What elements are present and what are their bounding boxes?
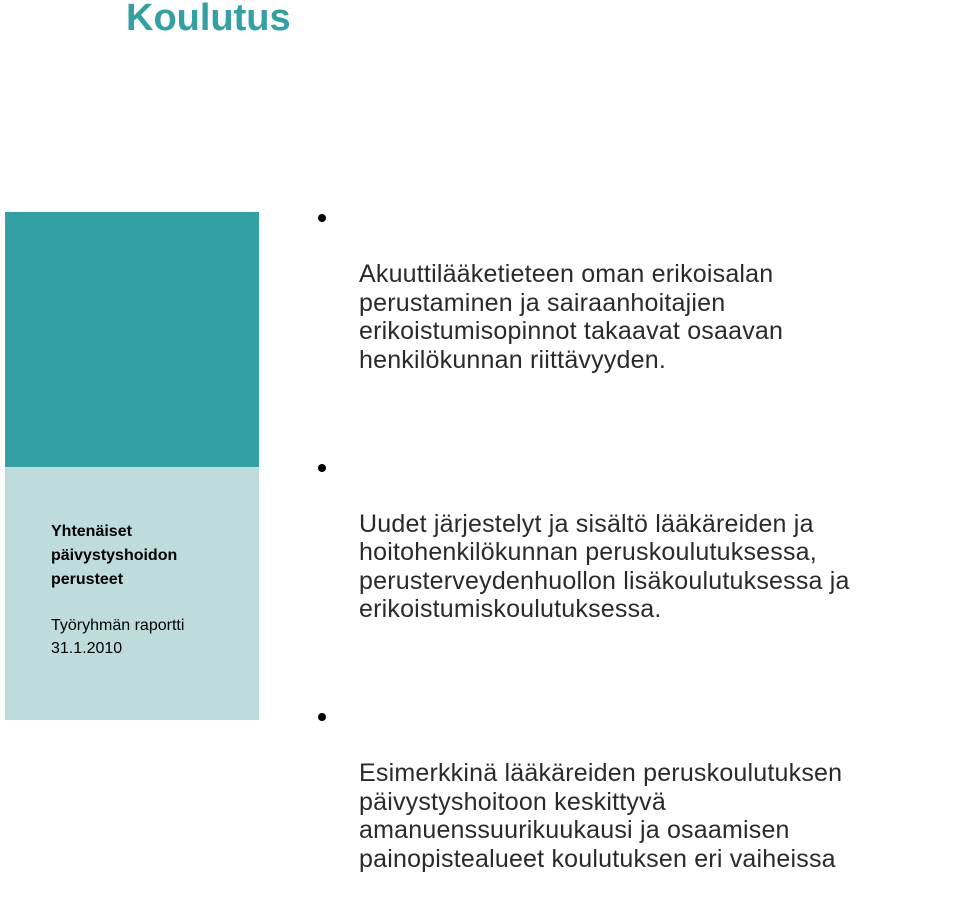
bullet-dot-icon xyxy=(318,464,326,472)
report-title-text: Yhtenäiset päivystyshoidon perusteet xyxy=(51,523,178,588)
bullet-item xyxy=(315,203,960,403)
bullet-dot-icon xyxy=(318,214,326,222)
bullet-item xyxy=(315,702,960,902)
bullet-text: Esimerkkinä lääkäreiden peruskoulutuksen päivystyshoitoon keskittyvä amanuenssuurikuukausi ja osaamisen painopistealueet koulutuksen eri vaiheissa xyxy=(359,759,843,873)
bullet-text: Akuuttilääketieteen oman erikoisalan perustaminen ja sairaanhoitajien erikoistumisopinnot takaavat osaavan henkilökunnan riittävyyden. xyxy=(359,260,784,374)
report-subtitle-text: Työryhmän raportti 31.1.2010 xyxy=(51,617,185,657)
side-panel-bottom-block xyxy=(5,467,259,720)
bullet-item xyxy=(315,453,960,653)
report-subtitle xyxy=(51,614,251,660)
bullet-list xyxy=(315,203,960,902)
side-panel-top-block xyxy=(5,212,259,467)
bullet-dot-icon xyxy=(318,713,326,721)
slide-title: Koulutus xyxy=(126,0,291,39)
bullet-text: Uudet järjestelyt ja sisältö lääkäreiden ja hoitohenkilökunnan peruskoulutuksessa, perusterveydenhuollon lisäkoulutuksessa ja erikoistumiskoulutuksessa. xyxy=(359,509,850,623)
report-title xyxy=(51,520,251,592)
